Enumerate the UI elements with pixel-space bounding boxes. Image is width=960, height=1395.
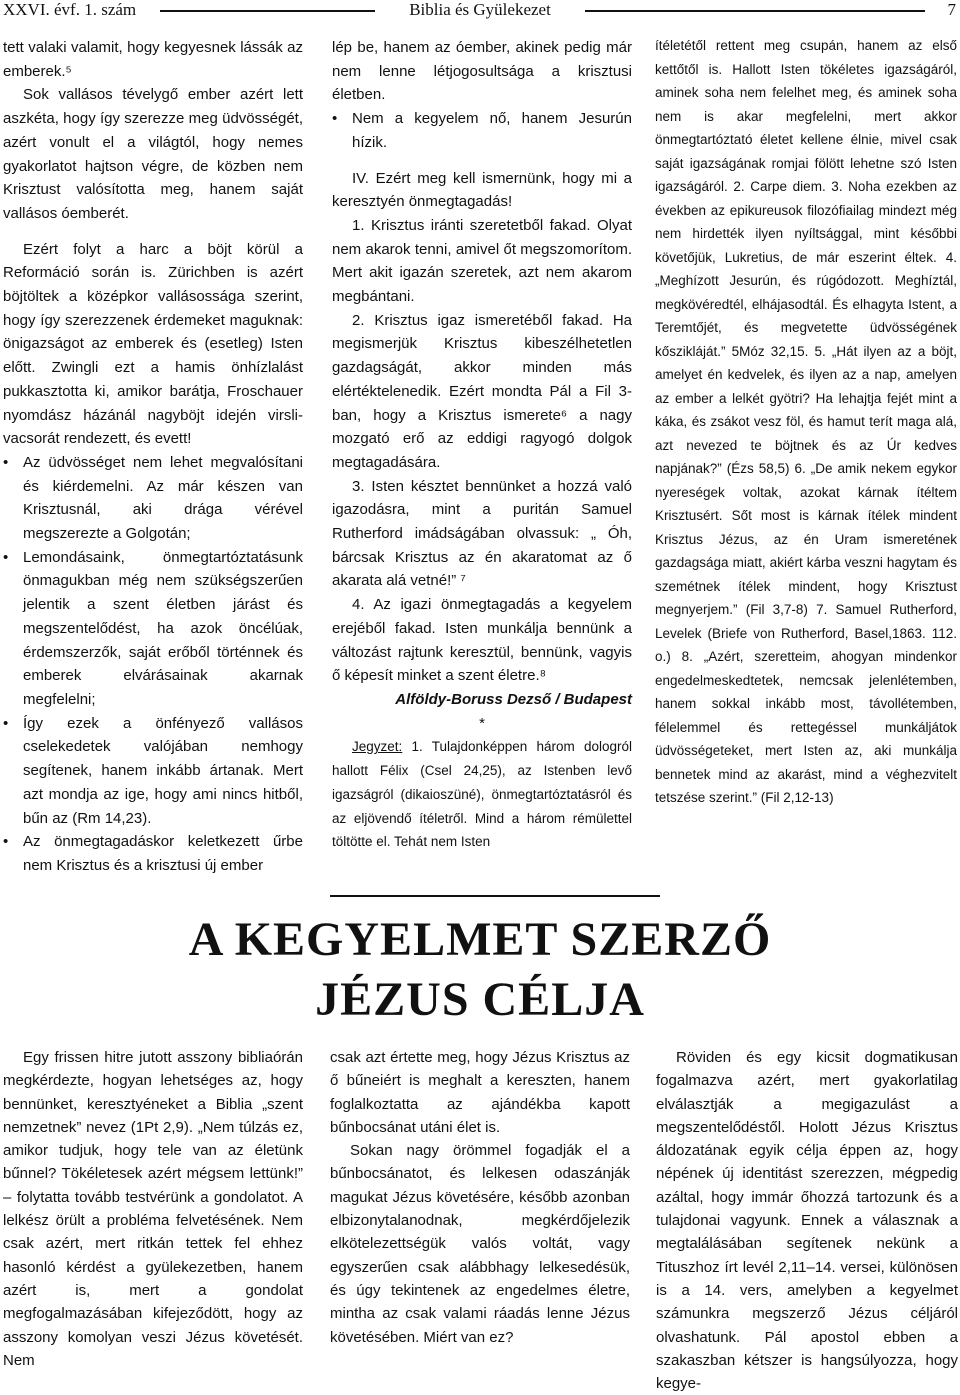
column-1 <box>3 36 303 878</box>
body-paragraph: lép be, hanem az óember, akinek pedig már nem lenne létjogosultsága a krisztusi életben. <box>332 39 632 104</box>
body-paragraph: IV. Ezért meg kell ismernünk, hogy mi a keresztyén önmegtagadás! <box>332 169 632 211</box>
body-paragraph: Ezért folyt a harc a böjt körül a Reformáció során is. Zürichben is azért böjtöltek a középkor vallásossága szerint, hogy így szerezzenek érdemeket maguknak: önigazságot az emberek és (esetleg) Isten előtt. Zwingli ezt a hamis önhízlalást pukkasztotta ki, amikor barátja, Froschauer nyomdász házánál nagyböjt idején virsli-vacsorát rendezett, és evett! <box>3 240 303 448</box>
publication-title: Biblia és Gyülekezet <box>401 0 559 19</box>
bullet-item: • Így ezek a önfényező vallásos cselekedetek valójában nemhogy segítenek, hanem inkább ártanak. Mert azt mondja az ige, hogy ami nincs hitből, bűn az (Rm 14,23). <box>3 712 303 831</box>
paragraph-gap <box>332 155 632 167</box>
footnotes-text: ítéletétől rettent meg csupán, hanem az első kettőtől is. Hallott Isten tökéletes igazságáról, aminek soha nem felelhet meg, és aminek soha nem is akar megfelelni, mert akkor önmegtartóztató életet kellene élnie, mivel csak saját igazságának romjai fölött lehetne szó Isten igazságáról. 2. Carpe diem. 3. Noha ezekben az években az epikureusok filozófiailag mindezt még nem hirdették ilyen nyíltsággal, mint későbbi követőjük, Lukretius, de már eszerint éltek. 4. „Meghízott Jesurún, és rúgódozott. Meghíztál, megkövéredtél, elhájasodtál. És elhagyta Istent, a Teremtőjét, és megvetette üdvösségének kőszikláját.” 5Móz 32,15. 5. „Hát ilyen az a böjt, amelyet én kedvelek, és ilyen az a nap, amelyen az ember a lelkét gyötri? Ha lehajtja fejét mint a káka, és zsákot vesz föl, és hamut terít maga alá, azt nevezed te böjtnek és az Úr kedves napjának?” (Ézs 58,5) 6. „De amik nekem egykor nyereségek voltak, azokat kárnak ítéltem Krisztusért. Sőt most is kárnak ítélek mindent Krisztus Jézus, az én Uram ismeretének gazdagsága miatt, akiért kárba veszni hagytam és szemétnek ítélek mindent, hogy Krisztust megnyerjem.” (Fil 3,7-8) 7. Samuel Rutherford, Levelek (Briefe von Rutherford, Basel,1863. 112. o.) 8. „Azért, szeretteim, ahogyan mindenkor engedelmeskedtetek, nemcsak jelenlétemben, hanem sokkal inkább most, távollétemben, félelemmel és rettegéssel munkáljátok üdvösségeteket, mert Isten az, aki munkálja bennetek mind az akarást, mind a véghezvitelt tetszése szerint.” (Fil 2,12-13) <box>655 38 957 805</box>
separator-star: * <box>479 714 485 732</box>
body-paragraph: 1. Krisztus iránti szeretetből fakad. Olyat nem akarok tenni, amivel őt megszomorítom. Mert akit igazán szeretek, azt nem akarom megbántani. <box>332 216 632 306</box>
bullet-item: • Nem a kegyelem nő, hanem Jesurún hízik. <box>332 107 632 154</box>
page-header <box>0 0 960 22</box>
bottom-col1-paragraph: Egy frissen hitre jutott asszony bibliaórán megkérdezte, hogyan lehetséges az, hogy bennünket, keresztyéneket a Biblia „szent nemzetnek” nevez (1Pt 2,9). „Nem túlzás ez, amikor tudjuk, hogy tele van az életünk bűnnel? Tökéletesek azért mégsem lettünk!” – folytatta tovább testvérünk a gondolatot. A lelkész örült a probléma felvetésének. Nem csak azért, mert ritkán tettek fel ehhez hasonló kérdést a gyülekezetben, hanem azért is, mert a gondolat megfogalmazásában kifejeződött, hogy az asszony komolyan veszi Jézus követését. Nem <box>3 1049 303 1369</box>
note-paragraph <box>332 735 632 854</box>
body-paragraph: Sok vallásos tévelygő ember azért lett aszkéta, hogy így szerezze meg üdvösségét, azért vonult el a világtól, hogy nemes gyakorlatot hajtson végre, de közben nem Krisztust valósította meg, hanem saját vallásos óemberét. <box>3 86 303 222</box>
bottom-column-2 <box>330 1046 630 1349</box>
bottom-col3-paragraph: Röviden és egy kicsit dogmatikusan fogalmazva azért, mert gyakorlatilag elválasztják a megigazulást a megszentelődéstől. Holott Jézus Krisztus áldozatának egyik célja éppen az, hogy népének új identitást szerezzen, mégpedig azáltal, hogy immár őhozzá tartozunk és a tulajdonai vagyunk. Ennek a válasznak a megtalálásában segítenek nekünk a Tituszhoz írt levél 2,11–14. versei, különösen is a 14. vers, amelyben a kegyelmet számunkra megszerző Jézus céljáról olvashatunk. Pál apostol ebben a szakaszban kétszer is hangsúlyozza, hogy kegye- <box>656 1049 958 1393</box>
title-rule <box>330 895 660 897</box>
note-label: Jegyzet: <box>352 739 403 755</box>
bullet-item: • Lemondásaink, önmegtartóztatásunk önmagukban még nem szükségszerűen jelentik a szent életben járást és megszentelődést, ha azok öncélúak, érdemszerzők, saját erőből történnek és emberek elvárásainak akarnak megfelelni; <box>3 546 303 712</box>
article-title-line-2: JÉZUS CÉLJA <box>315 973 645 1026</box>
bottom-col2-paragraph-2: Sokan nagy örömmel fogadják el a bűnbocsánatot, és lelkesen odaszánják magukat Jézus követésére, később azonban elbizonytalanodnak, megkérdőjelezik elkötelezettségük valós voltát, vagy egyszerűen csak alábbhagy lelkesedésük, és úgy tekintenek az engedelmes életre, mintha az csak valami ráadás lenne Jézus követésében. Miért van ez? <box>330 1142 630 1346</box>
note-text: 1. Tulajdonképpen három dologról hallott Félix (Csel 24,25), az Istenben levő igazságról (dikaioszüné), önmegtartóztatásról és az eljövendő ítéletről. Mind a három rémülettel töltötte el. Tehát nem Isten <box>332 739 632 850</box>
bottom-column-1 <box>3 1046 303 1372</box>
publication-name <box>0 0 960 20</box>
column-3-footnotes <box>655 34 957 810</box>
paragraph-gap <box>3 226 303 238</box>
body-paragraph: 4. Az igazi önmegtagadás a kegyelem erejéből fakad. Isten munkálja bennünk a változást rajtunk keresztül, bennünk, vagyis ő képesít minket a szent életre.⁸ <box>332 596 632 685</box>
bullet-item: • Az önmegtagadáskor keletkezett űrbe nem Krisztus és a krisztusi új ember <box>3 830 303 877</box>
body-paragraph: tett valaki valamit, hogy kegyesnek lássák az emberek.⁵ <box>3 39 303 80</box>
column-2 <box>332 36 632 854</box>
bottom-column-3 <box>656 1046 958 1395</box>
issue-label: XXVI. évf. 1. szám <box>3 0 137 19</box>
page-number: 7 <box>947 0 956 19</box>
article-title-line-1: A KEGYELMET SZERZŐ <box>188 913 772 966</box>
bottom-col2-paragraph-1: csak azt értette meg, hogy Jézus Krisztus az ő bűneiért is meghalt a kereszten, hanem foglalkoztatta az ajándékba kapott bűnbocsánat utáni élet is. <box>330 1049 630 1136</box>
author-signature: Alföldy-Boruss Dezső / Budapest <box>395 690 632 708</box>
body-paragraph: 3. Isten késztet bennünket a hozzá való igazodásra, mint a puritán Samuel Rutherford imádságában olvassuk: „ Óh, bárcsak Krisztus az én akaratomat az ő akarata alá vetné!” ⁷ <box>332 477 632 590</box>
body-paragraph: 2. Krisztus igaz ismeretéből fakad. Ha megismerjük Krisztus kibeszélhetetlen gazdagságát, akkor minden más elértéktelenedik. Ezért mondta Pál a Fil 3-ban, hogy a Krisztus ismerete⁶ a nagy mozgató erő az eddigi ragyogó dolgok megtagadására. <box>332 311 632 471</box>
bullet-item: • Az üdvösséget nem lehet megvalósítani és kiérdemelni. Az már készen van Krisztusnál, aki drága vérével megszerezte a Golgotán; <box>3 451 303 546</box>
